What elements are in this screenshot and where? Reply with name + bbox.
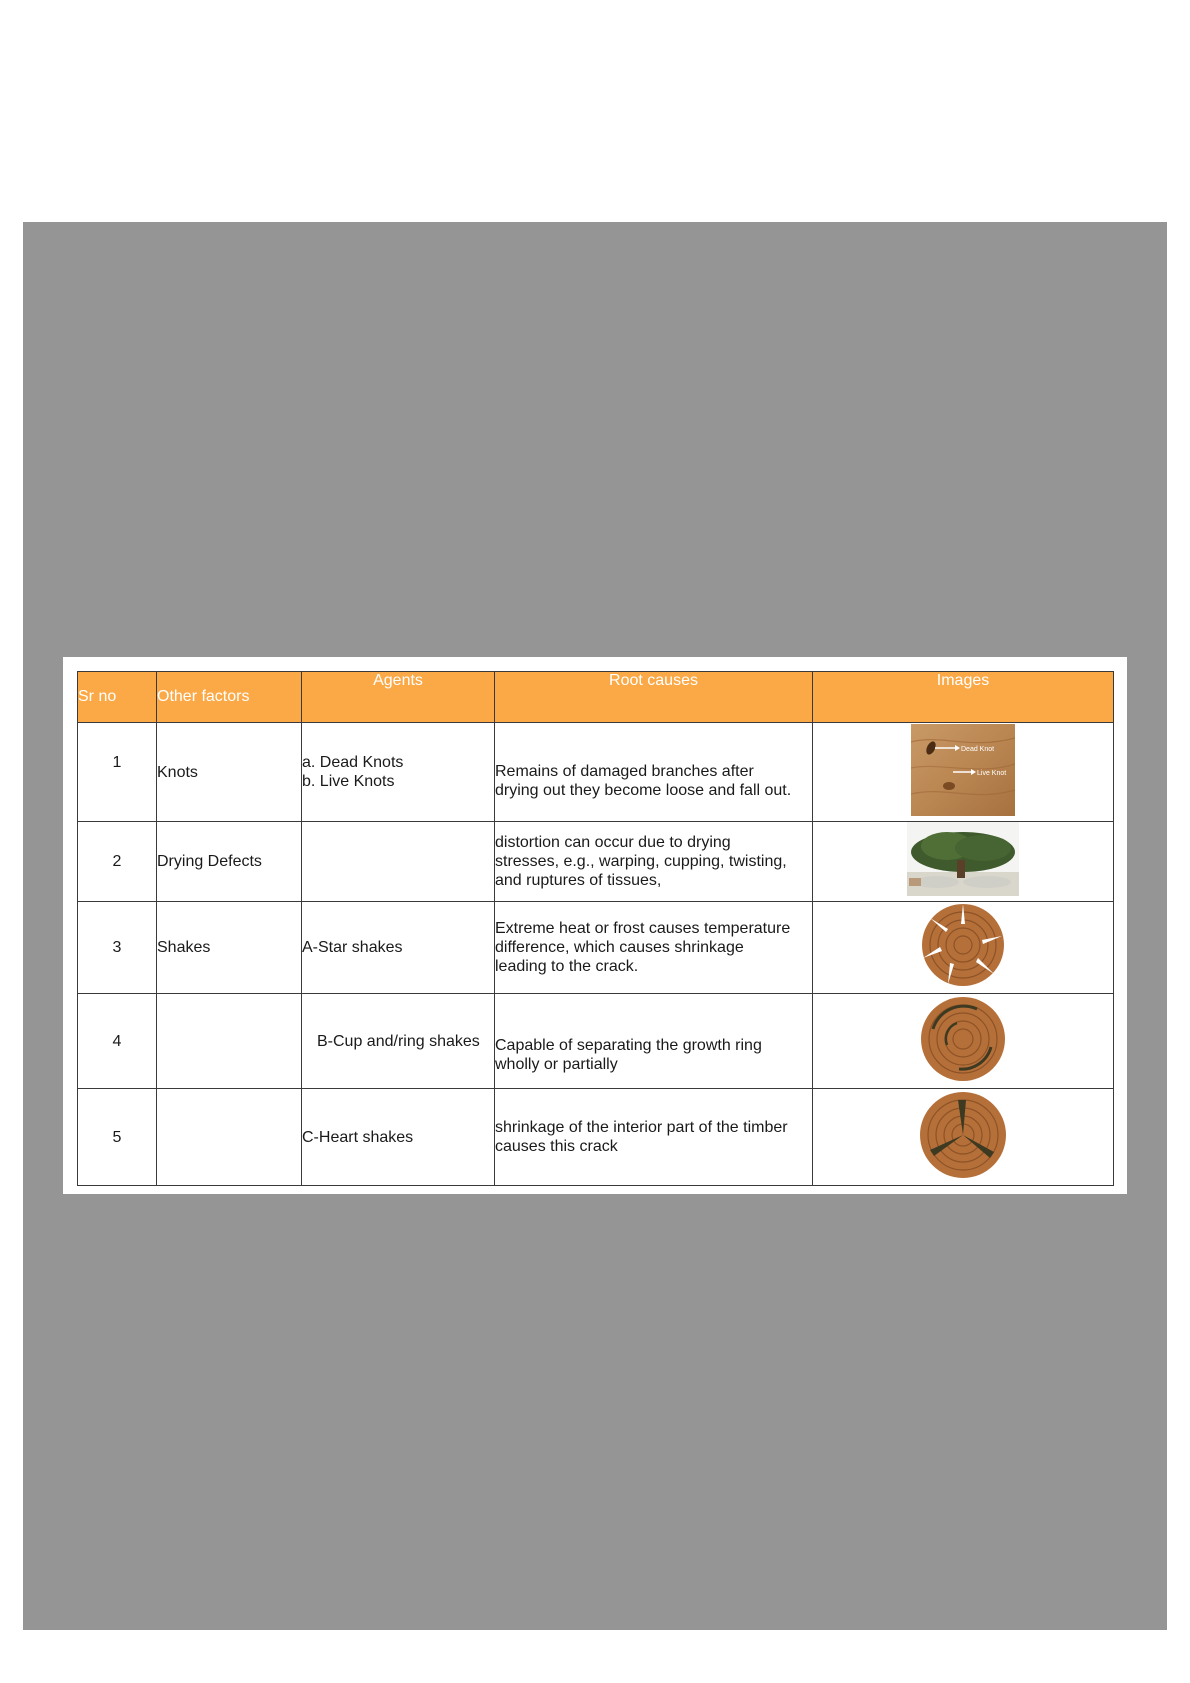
factor-cell	[157, 994, 302, 1089]
sr-cell: 3	[78, 902, 157, 994]
factor-cell	[157, 1089, 302, 1186]
sr-cell: 4	[78, 994, 157, 1089]
header-root-causes: Root causes	[495, 672, 813, 723]
header-other-factors: Other factors	[157, 672, 302, 723]
sr-cell: 2	[78, 822, 157, 902]
dead-knot-label: Dead Knot	[961, 745, 995, 753]
cause-text: shrinkage of the interior part of the timber	[495, 1119, 788, 1136]
image-cell	[813, 822, 1114, 902]
cause-text: stresses, e.g., warping, cupping, twisting,	[495, 853, 787, 870]
cause-cell	[495, 723, 813, 822]
cause-text: Extreme heat or frost causes temperature	[495, 920, 791, 937]
cause-text: Capable of separating the growth ring	[495, 1037, 762, 1054]
agent-text: a. Dead Knots	[302, 754, 404, 771]
cause-text: causes this crack	[495, 1138, 618, 1155]
heart-shake-log-icon	[918, 1090, 1008, 1185]
sr-cell: 1	[78, 723, 157, 822]
cause-text: drying out they become loose and fall out.	[495, 782, 792, 799]
agents-cell	[302, 902, 495, 994]
image-cell	[813, 723, 1114, 822]
live-knot-label: Live Knot	[977, 769, 1007, 777]
tree-photo-icon	[907, 822, 1019, 901]
table-card	[63, 657, 1127, 1194]
image-cell	[813, 994, 1114, 1089]
cause-text: Remains of damaged branches after	[495, 763, 754, 780]
cause-text: wholly or partially	[495, 1056, 618, 1073]
sr-cell: 5	[78, 1089, 157, 1186]
factor-cell: Drying Defects	[157, 822, 302, 902]
agent-text: b. Live Knots	[302, 773, 395, 790]
factor-cell: Shakes	[157, 902, 302, 994]
table-row	[78, 822, 1114, 902]
agents-cell	[302, 994, 495, 1089]
agent-text: C-Heart shakes	[302, 1128, 414, 1146]
cause-text: and ruptures of tissues,	[495, 872, 662, 889]
table-row	[78, 1089, 1114, 1186]
header-images: Images	[813, 672, 1114, 723]
star-shake-log-icon	[918, 902, 1008, 993]
cause-text: distortion can occur due to drying	[495, 834, 731, 851]
header-agents: Agents	[302, 672, 495, 723]
image-cell	[813, 1089, 1114, 1186]
image-cell	[813, 902, 1114, 994]
agent-text: A-Star shakes	[302, 939, 403, 956]
wood-defects-table	[77, 671, 1114, 1186]
cause-cell	[495, 822, 813, 902]
table-row	[78, 994, 1114, 1089]
cause-cell	[495, 994, 813, 1089]
factor-cell: Knots	[157, 723, 302, 822]
cause-cell	[495, 1089, 813, 1186]
cause-text: leading to the crack.	[495, 958, 639, 975]
agents-cell	[302, 822, 495, 902]
table-row	[78, 723, 1114, 822]
cause-text: difference, which causes shrinkage	[495, 939, 744, 956]
cause-cell	[495, 902, 813, 994]
agents-cell	[302, 1089, 495, 1186]
table-row	[78, 902, 1114, 994]
cup-ring-shake-log-icon	[919, 995, 1007, 1088]
wood-knot-photo-icon	[911, 724, 1015, 821]
agents-cell	[302, 723, 495, 822]
header-sr-no: Sr no	[78, 672, 157, 723]
table-header-row	[78, 672, 1114, 723]
agent-text: B-Cup and/ring shakes	[317, 1032, 480, 1050]
